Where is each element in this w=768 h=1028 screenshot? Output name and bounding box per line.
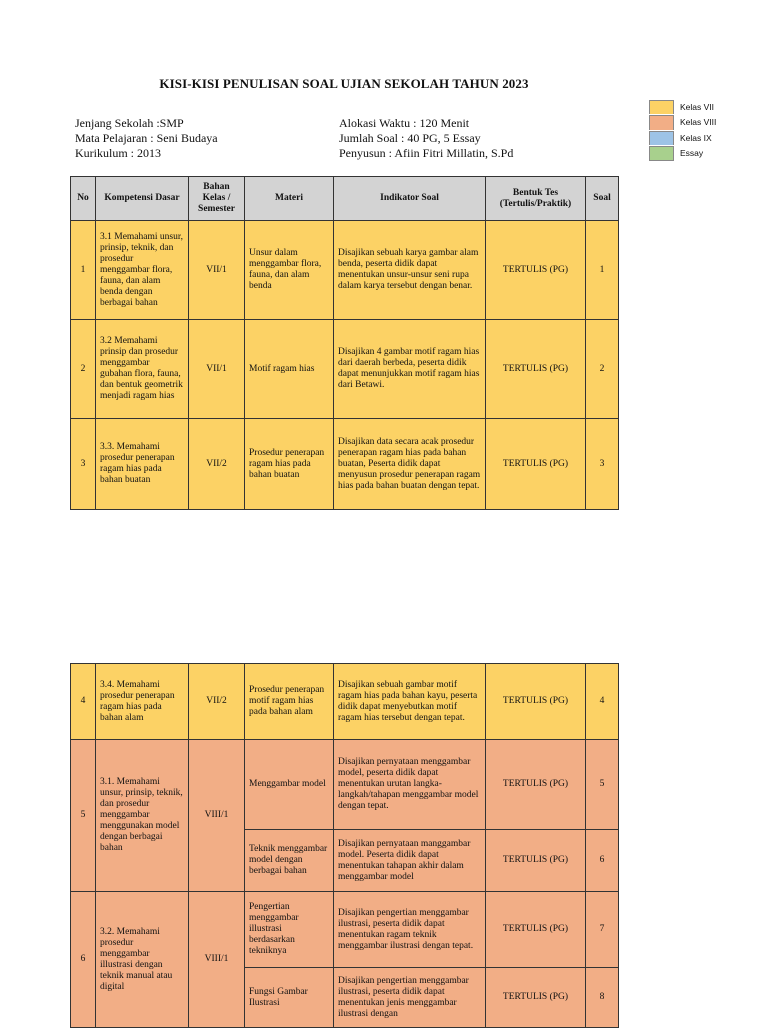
legend-swatch [649,146,674,161]
row-bentuk: TERTULIS (PG) [486,892,586,968]
meta-mapel: Mata Pelajaran : Seni Budaya [75,131,218,145]
row-kd: 3.3. Memahami prosedur penerapan ragam hias pada bahan buatan [96,419,189,510]
table-row [71,740,619,830]
legend-item [649,146,716,162]
table-row [71,320,619,419]
row-bentuk: TERTULIS (PG) [486,419,586,510]
row-no: 5 [71,740,96,892]
row-indikator: Disajikan data secara acak prosedur penerapan ragam hias pada bahan buatan, Peserta didik dapat menyusun prosedur penerapan ragam hias pada bahan buatan dengan tepat. [334,419,486,510]
header-bentuk: Bentuk Tes (Tertulis/Praktik) [486,177,586,221]
legend-label: Kelas VIII [680,117,717,128]
row-bentuk: TERTULIS (PG) [486,830,586,892]
meta-left [75,116,218,161]
legend [649,99,716,161]
row-materi: Teknik menggambar model dengan berbagai bahan [245,830,334,892]
row-kelas: VIII/1 [189,892,245,1028]
legend-swatch [649,100,674,115]
meta-penyusun: Penyusun : Afiin Fitri Millatin, S.Pd [339,146,514,160]
table-row [71,221,619,320]
document-title: KISI-KISI PENULISAN SOAL UJIAN SEKOLAH TAHUN 2023 [159,76,529,91]
row-materi: Pengertian menggambar illustrasi berdasarkan tekniknya [245,892,334,968]
row-kd: 3.1. Memahami unsur, prinsip, teknik, dan prosedur menggambar menggunakan model dengan berbagai bahan [96,740,189,892]
row-soal: 4 [586,664,619,740]
row-kd: 3.2. Memahami prosedur menggambar illustrasi dengan teknik manual atau digital [96,892,189,1028]
row-indikator: Disajikan pengertian menggambar ilustrasi, peserta didik dapat menentukan ragam teknik menggambar ilustrasi dengan tepat. [334,892,486,968]
row-indikator: Disajikan pernyataan manggambar model. Peserta didik dapat menentukan tahapan akhir dalam menggambar model [334,830,486,892]
kisi-table-page-1 [70,176,619,510]
row-indikator: Disajikan 4 gambar motif ragam hias dari daerah berbeda, peserta didik dapat menunjukkan motif ragam hias dari Betawi. [334,320,486,419]
row-kd: 3.1 Memahami unsur, prinsip, teknik, dan prosedur menggambar flora, fauna, dan alam benda dengan berbagai bahan [96,221,189,320]
legend-item [649,130,716,146]
meta-alokasi: Alokasi Waktu : 120 Menit [339,116,470,130]
legend-label: Essay [680,148,704,159]
row-no: 6 [71,892,96,1028]
table-header-row [71,177,619,221]
row-soal: 1 [586,221,619,320]
row-materi: Prosedur penerapan motif ragam hias pada bahan alam [245,664,334,740]
table-row [71,664,619,740]
row-indikator: Disajikan pernyataan menggambar model, peserta didik dapat menentukan urutan langka-langkah/tahapan menggambar model dengan tepat. [334,740,486,830]
row-kelas: VII/1 [189,320,245,419]
row-soal: 7 [586,892,619,968]
meta-jenjang: Jenjang Sekolah :SMP [75,116,184,130]
row-kelas: VII/1 [189,221,245,320]
header-materi: Materi [245,177,334,221]
row-kelas: VII/2 [189,664,245,740]
row-no: 4 [71,664,96,740]
header-kelas: Bahan Kelas / Semester [189,177,245,221]
table-row [71,892,619,968]
row-materi: Fungsi Gambar Ilustrasi [245,968,334,1028]
row-no: 1 [71,221,96,320]
row-kd: 3.4. Memahami prosedur penerapan ragam hias pada bahan alam [96,664,189,740]
header-indikator: Indikator Soal [334,177,486,221]
row-no: 3 [71,419,96,510]
row-bentuk: TERTULIS (PG) [486,740,586,830]
row-bentuk: TERTULIS (PG) [486,968,586,1028]
legend-item [649,115,716,131]
row-bentuk: TERTULIS (PG) [486,664,586,740]
meta-kurikulum: Kurikulum : 2013 [75,146,161,160]
row-bentuk: TERTULIS (PG) [486,320,586,419]
row-materi: Motif ragam hias [245,320,334,419]
row-indikator: Disajikan sebuah gambar motif ragam hias pada bahan kayu, peserta didik dapat menyebutkan motif ragam hias tersebut dengan tepat. [334,664,486,740]
row-materi: Prosedur penerapan ragam hias pada bahan buatan [245,419,334,510]
row-kelas: VIII/1 [189,740,245,892]
meta-jumlah: Jumlah Soal : 40 PG, 5 Essay [339,131,481,145]
row-kd: 3.2 Memahami prinsip dan prosedur menggambar gubahan flora, fauna, dan bentuk geometrik menjadi ragam hias [96,320,189,419]
row-soal: 6 [586,830,619,892]
row-soal: 2 [586,320,619,419]
header-kd: Kompetensi Dasar [96,177,189,221]
meta-right [339,116,513,161]
header-soal: Soal [586,177,619,221]
row-soal: 3 [586,419,619,510]
legend-swatch [649,131,674,146]
row-materi: Menggambar model [245,740,334,830]
header-no: No [71,177,96,221]
row-bentuk: TERTULIS (PG) [486,221,586,320]
legend-item [649,99,716,115]
row-materi: Unsur dalam menggambar flora, fauna, dan alam benda [245,221,334,320]
kisi-table-page-2 [70,663,619,1028]
legend-label: Kelas IX [680,132,712,143]
row-indikator: Disajikan sebuah karya gambar alam benda, peserta didik dapat menentukan unsur-unsur seni rupa dalam karya tersebut dengan benar. [334,221,486,320]
row-kelas: VII/2 [189,419,245,510]
legend-label: Kelas VII [680,101,715,112]
legend-swatch [649,115,674,130]
row-soal: 8 [586,968,619,1028]
row-soal: 5 [586,740,619,830]
row-indikator: Disajikan pengertian menggambar ilustrasi, peserta didik dapat menentukan jenis menggambar ilustrasi dengan [334,968,486,1028]
table-row [71,419,619,510]
row-no: 2 [71,320,96,419]
